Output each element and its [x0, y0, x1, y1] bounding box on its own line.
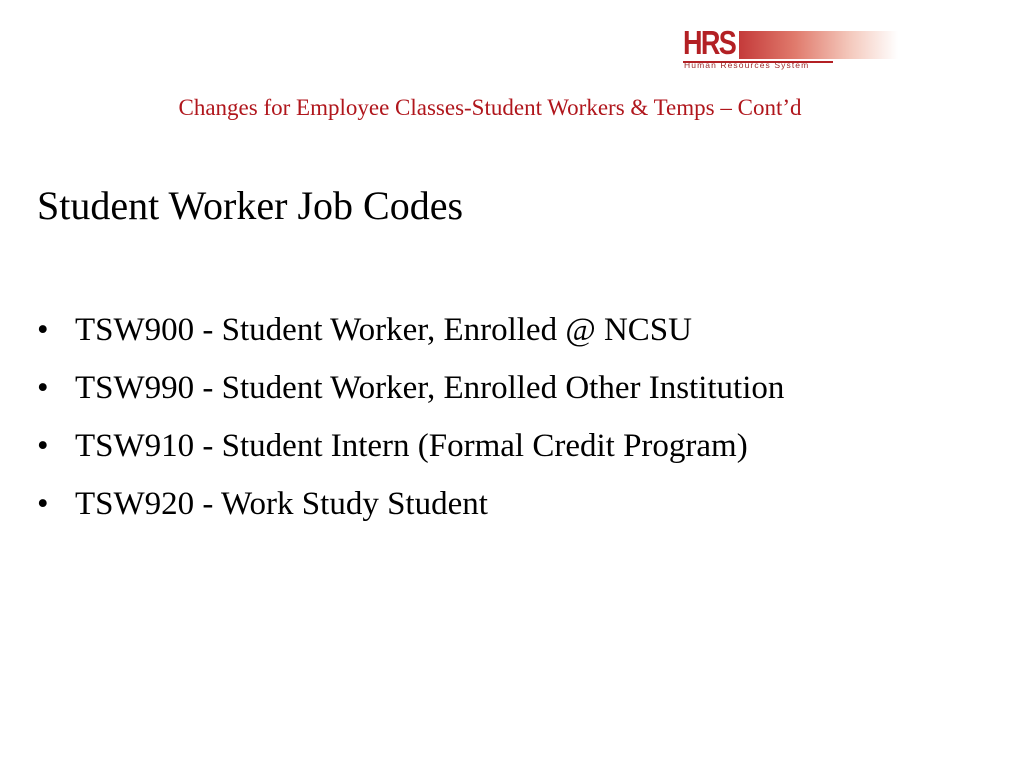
logo-tagline: Human Resources System [684, 60, 810, 70]
list-item-text: TSW910 - Student Intern (Formal Credit Program) [75, 428, 748, 464]
bullet-icon: • [37, 486, 49, 522]
page-title: Student Worker Job Codes [37, 183, 464, 228]
logo-letters: HRS [683, 24, 736, 61]
list-item-text: TSW900 - Student Worker, Enrolled @ NCSU [75, 312, 692, 348]
header-title: Changes for Employee Classes-Student Workers & Temps – Cont’d [178, 95, 802, 120]
hrs-logo [683, 24, 898, 72]
bullet-icon: • [37, 428, 49, 464]
list-item-text: TSW920 - Work Study Student [75, 486, 488, 522]
logo-gradient-band [739, 31, 898, 59]
list-item-text: TSW990 - Student Worker, Enrolled Other Institution [75, 370, 785, 406]
bullet-icon: • [37, 370, 49, 406]
bullet-icon: • [37, 312, 49, 348]
